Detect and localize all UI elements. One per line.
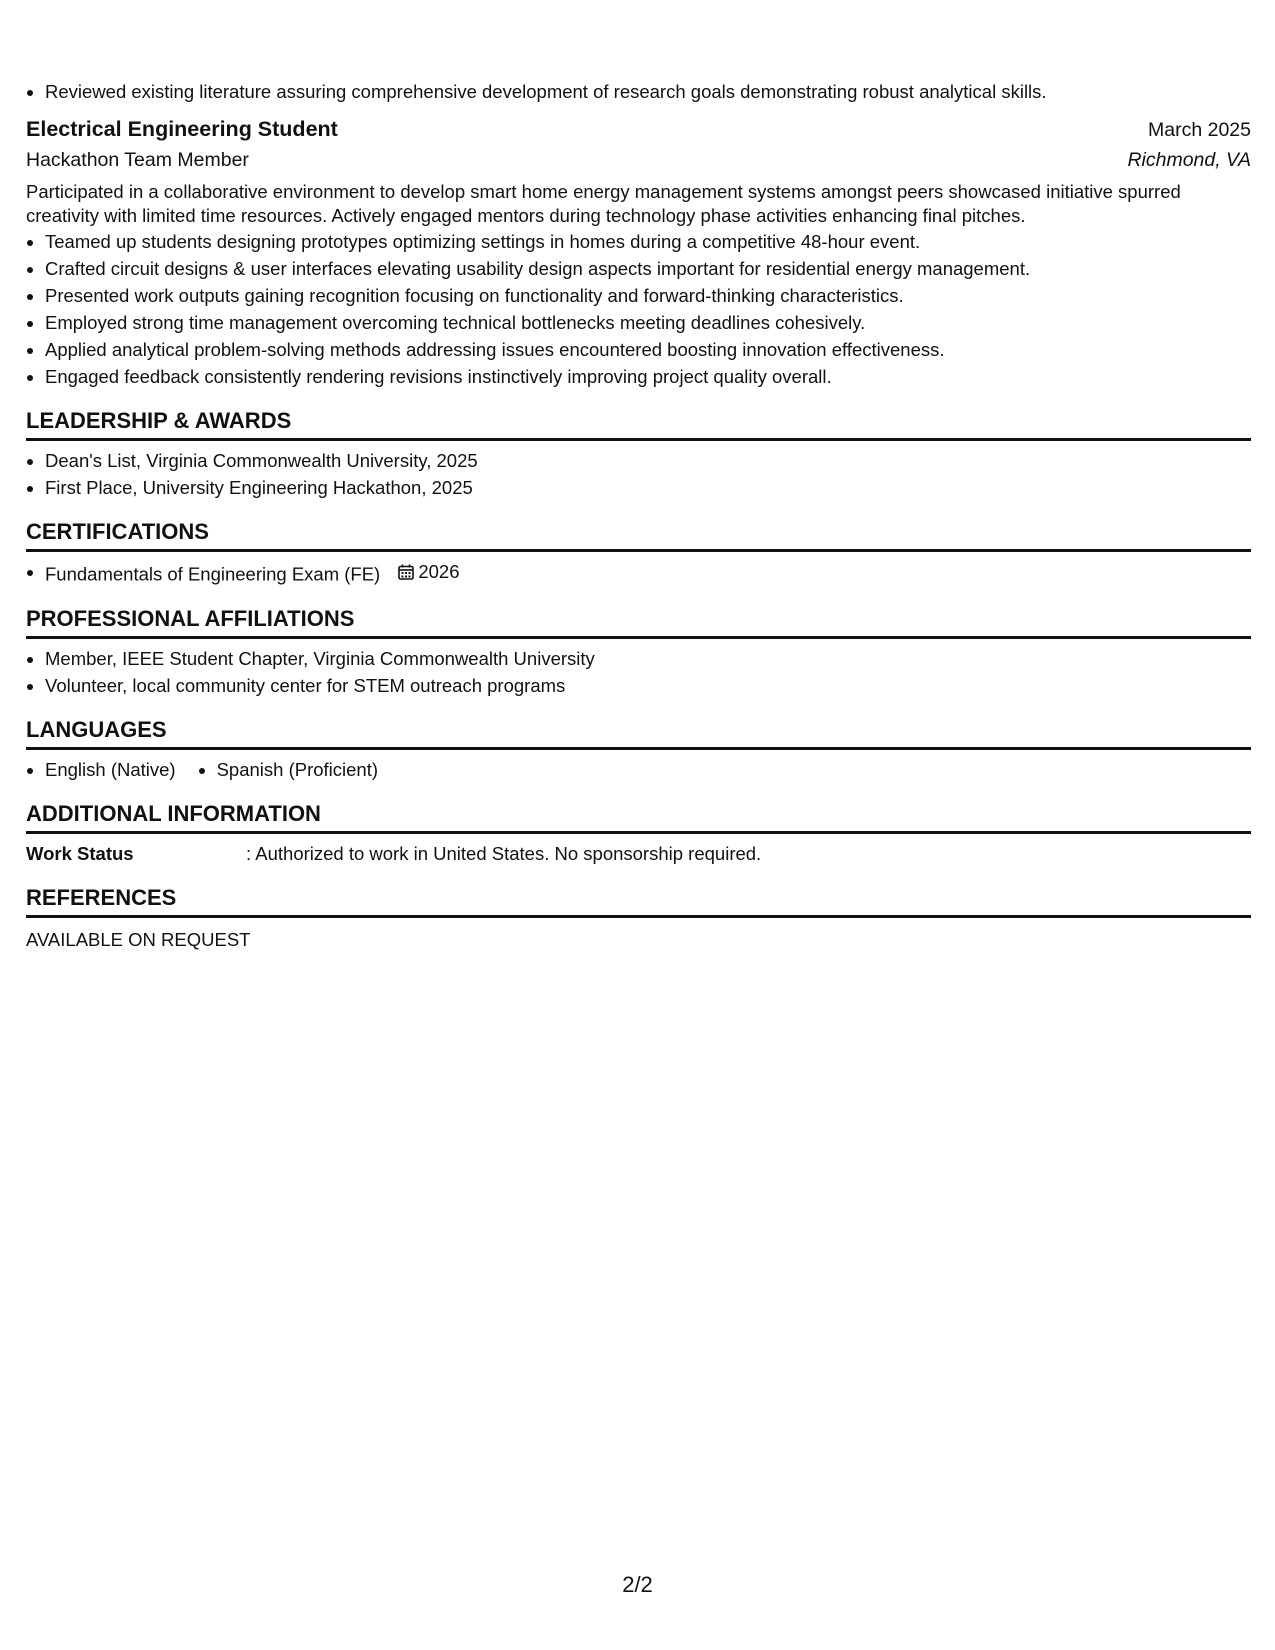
job-date: March 2025 <box>1148 119 1251 141</box>
language-item: Spanish (Proficient) <box>198 756 378 783</box>
job-header <box>26 114 1251 145</box>
certification-date: 2026 <box>418 561 460 582</box>
list-item: Dean's List, Virginia Commonwealth University, 2025 <box>26 447 1251 474</box>
job-bullets <box>26 228 1251 390</box>
references-text: AVAILABLE ON REQUEST <box>26 928 251 950</box>
certification-item <box>26 558 1251 588</box>
job-title: Electrical Engineering Student <box>26 117 338 141</box>
list-item: Volunteer, local community center for STEM outreach programs <box>26 672 1251 699</box>
work-status-row <box>26 840 1251 867</box>
work-status-label: Work Status <box>26 842 134 864</box>
certification-name: Fundamentals of Engineering Exam (FE) <box>45 563 381 585</box>
language-item: English (Native) <box>26 756 176 783</box>
section-heading-certifications: CERTIFICATIONS <box>26 518 1251 552</box>
certifications-list <box>26 558 1251 588</box>
section-heading-references: REFERENCES <box>26 884 1251 918</box>
section-heading-leadership: LEADERSHIP & AWARDS <box>26 407 1251 441</box>
list-item: Engaged feedback consistently rendering revisions instinctively improving project quality overall. <box>26 363 1251 390</box>
certification-date-group <box>397 558 459 585</box>
list-item: Crafted circuit designs & user interfaces elevating usability design aspects important for residential energy management. <box>26 255 1251 282</box>
job-subheader <box>26 145 1251 176</box>
list-item: Teamed up students designing prototypes optimizing settings in homes during a competitive 48-hour event. <box>26 228 1251 255</box>
section-heading-affiliations: PROFESSIONAL AFFILIATIONS <box>26 605 1251 639</box>
list-item: Presented work outputs gaining recognition focusing on functionality and forward-thinking characteristics. <box>26 282 1251 309</box>
resume-page <box>26 78 1251 953</box>
job-location: Richmond, VA <box>1127 149 1251 171</box>
section-heading-languages: LANGUAGES <box>26 716 1251 750</box>
list-item: Reviewed existing literature assuring comprehensive development of research goals demonstrating robust analytical skills. <box>26 78 1251 105</box>
experience-entry <box>26 114 1251 390</box>
list-item: Member, IEEE Student Chapter, Virginia Commonwealth University <box>26 645 1251 672</box>
affiliations-list <box>26 645 1251 699</box>
job-role: Hackathon Team Member <box>26 149 249 171</box>
leadership-list <box>26 447 1251 501</box>
calendar-icon <box>397 563 415 581</box>
list-item: Applied analytical problem-solving methods addressing issues encountered boosting innovation effectiveness. <box>26 336 1251 363</box>
languages-list <box>26 756 1251 783</box>
list-item: First Place, University Engineering Hackathon, 2025 <box>26 474 1251 501</box>
job-description: Participated in a collaborative environment to develop smart home energy management systems amongst peers showcased initiative spurred creativity with limited time resources. Actively engaged mentors during technology phase activities enhancing final pitches. <box>26 181 1181 226</box>
list-item: Employed strong time management overcoming technical bottlenecks meeting deadlines cohesively. <box>26 309 1251 336</box>
page-number: 2/2 <box>622 1572 653 1597</box>
experience-continued-list <box>26 78 1251 105</box>
section-heading-additional-info: ADDITIONAL INFORMATION <box>26 800 1251 834</box>
work-status-value: : Authorized to work in United States. No sponsorship required. <box>246 842 762 864</box>
